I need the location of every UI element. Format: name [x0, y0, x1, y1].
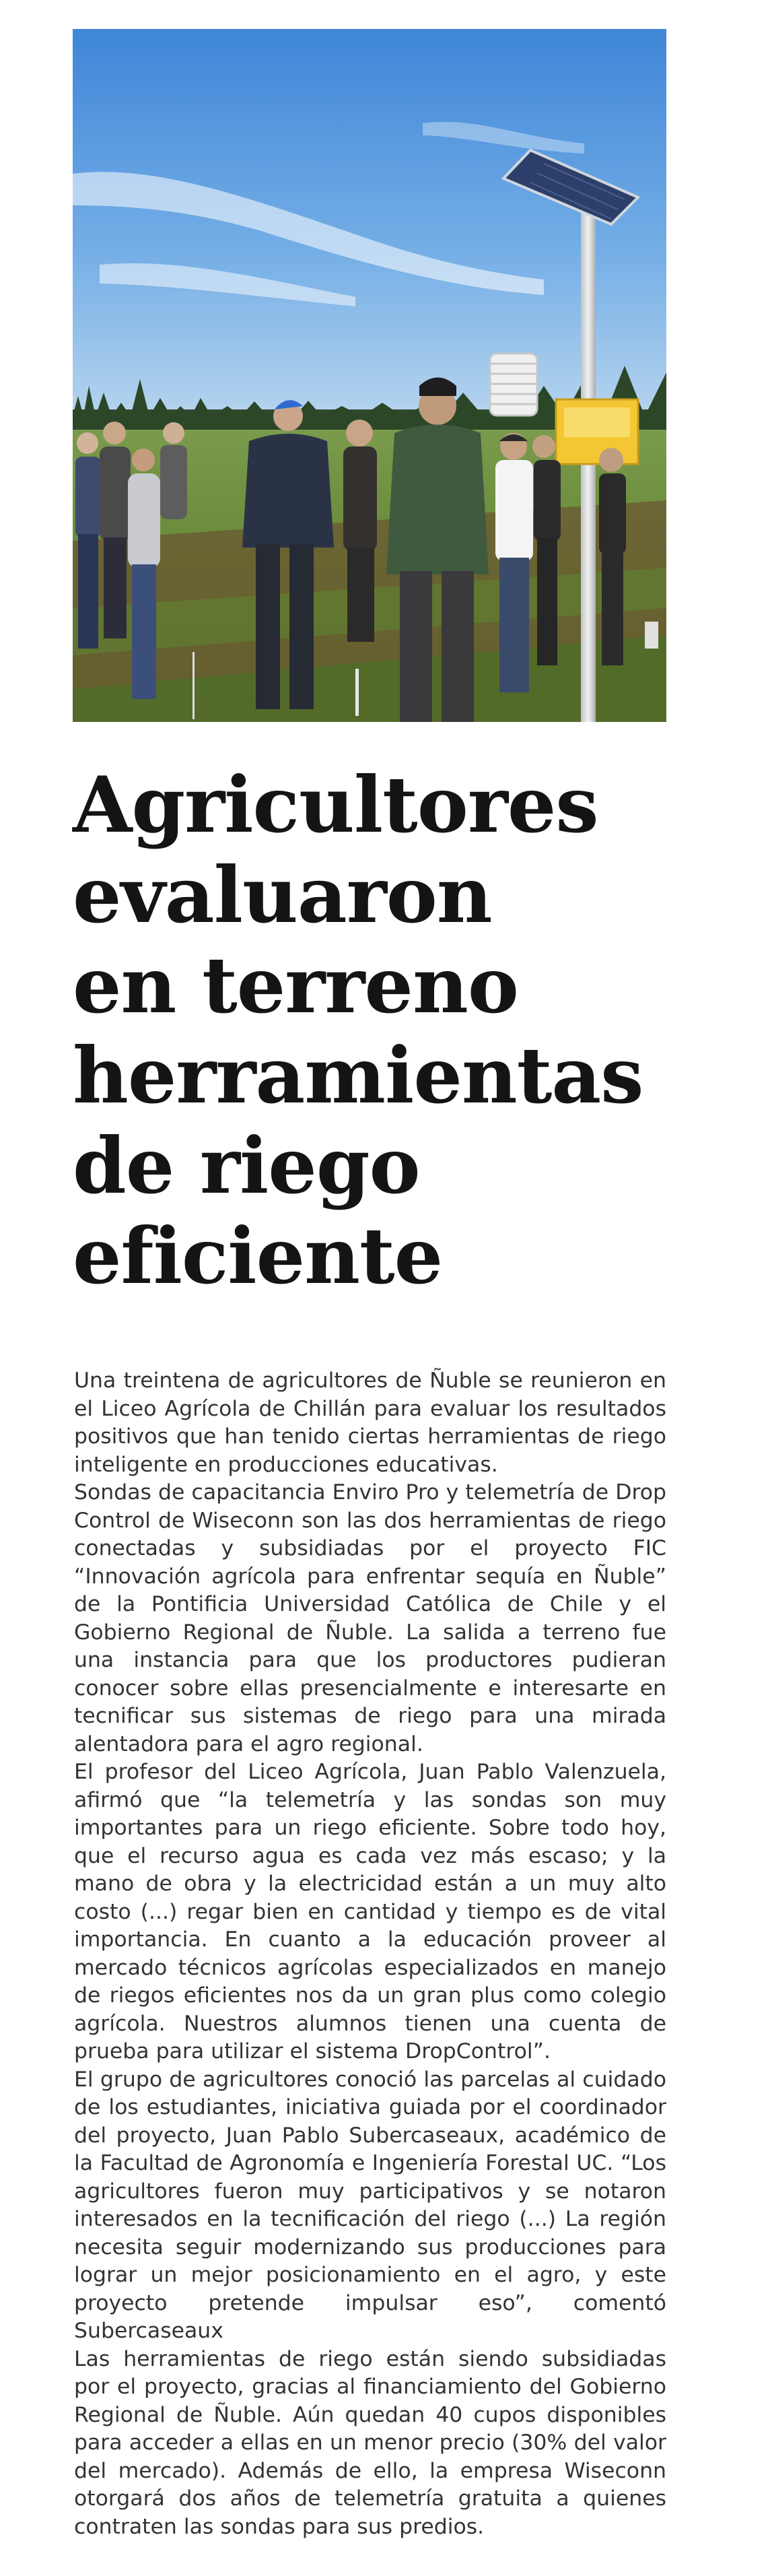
person — [128, 449, 160, 699]
article-paragraph: Una treintena de agricultores de Ñuble se reunieron en el Liceo Agrícola de Chillán para evaluar los resultados positivos que han tenido ciertas herramientas de riego inteligente en producciones educativas. — [74, 1368, 666, 1477]
person — [100, 422, 131, 638]
headline-line: evaluaron — [73, 850, 492, 940]
article-paragraph: El grupo de agricultores conoció las parcelas al cuidado de los estudiantes, iniciativa guiada por el coordinador del proyecto, Juan Pablo Subercaseaux, académico de la Facultad de Agronomía e Ingeniería Forestal UC. “Los agricultores fueron muy participativos y se notaron interesados en la tecnificación del riego (...) La región necesita seguir modernizando sus producciones para lograr un mejor posicionamiento en el agro, y este proyecto pretende impulsar eso”, comentó Subercaseaux — [74, 2067, 666, 2343]
article-headline — [73, 760, 719, 1301]
article-paragraph: Las herramientas de riego están siendo subsidiadas por el proyecto, gracias al financiamiento del Gobierno Regional de Ñuble. Aún quedan 40 cupos disponibles para acceder a ellas en un menor precio (30% del valor del mercado). Además de ello, la empresa Wiseconn otorgará dos años de telemetría gratuita a quienes contraten las sondas para sus predios. — [74, 2346, 666, 2539]
headline-line: Agricultores — [73, 760, 598, 850]
person — [495, 433, 533, 692]
headline-line: eficiente — [73, 1211, 443, 1301]
article-paragraph: Sondas de capacitancia Enviro Pro y telemetría de Drop Control de Wiseconn son las dos herramientas de riego conectadas y subsidiadas por el proyecto FIC “Innovación agrícola para enfrentar sequía en Ñuble” de la Pontificia Universidad Católica de Chile y el Gobierno Regional de Ñuble. La salida a terreno fue una instancia para que los productores pudieran conocer sobre ellas presencialmente e interesarte en tecnificar sus sistemas de riego para una mirada alentadora para el agro regional. — [74, 1480, 666, 1756]
headline-line: herramientas — [73, 1030, 643, 1121]
article-photo — [73, 29, 666, 722]
person — [343, 420, 377, 642]
person — [75, 432, 101, 649]
sky — [73, 29, 666, 433]
person — [160, 422, 187, 519]
headline-line: en terreno — [73, 940, 518, 1030]
headline-line: de riego — [73, 1121, 420, 1211]
article-paragraph: El profesor del Liceo Agrícola, Juan Pablo Valenzuela, afirmó que “la telemetría y las sondas son muy importantes para un riego eficiente. Sobre todo hoy, que el recurso agua es cada vez más escaso; y la mano de obra y la electricidad están a un muy alto costo (...) regar bien en cantidad y tiempo es de vital importancia. En cuanto a la educación proveer al mercado técnicos agrícolas especializados en manejo de riegos eficientes nos da un gran plus como colegio agrícola. Nuestros alumnos tienen una cuenta de prueba para utilizar el sistema DropControl”. — [74, 1760, 666, 2063]
article-body — [74, 1367, 666, 2541]
person — [599, 448, 626, 665]
